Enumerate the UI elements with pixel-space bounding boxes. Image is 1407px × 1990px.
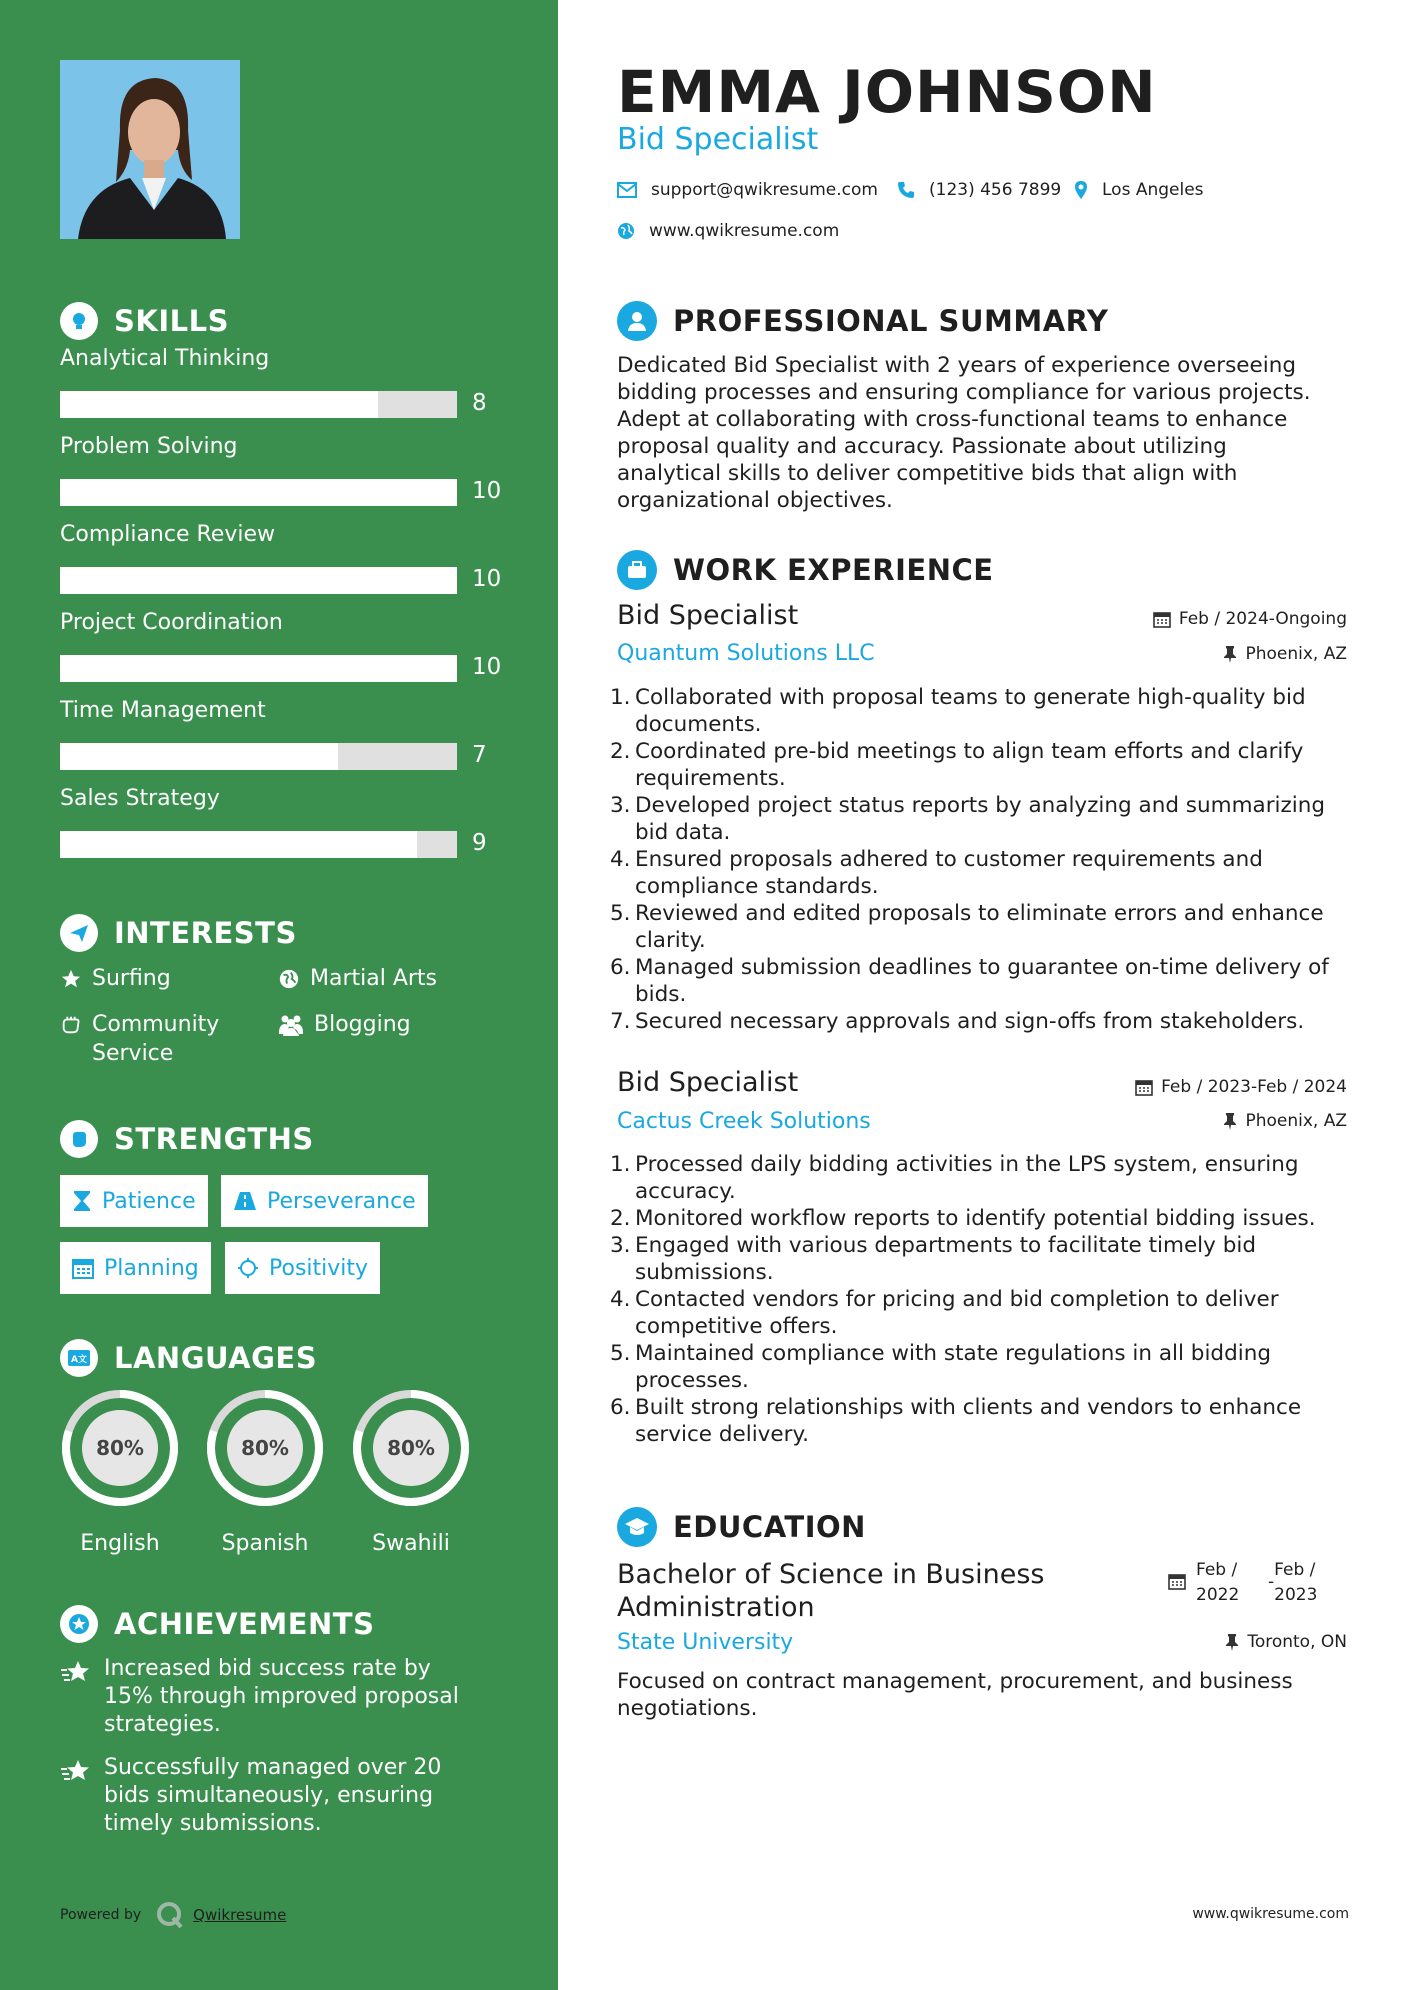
graduation-cap-icon [617, 1507, 657, 1547]
job-title: Bid Specialist [617, 1067, 799, 1098]
strength-label: Positivity [269, 1255, 369, 1281]
skill-value: 9 [472, 830, 487, 856]
location-text: Los Angeles [1102, 180, 1204, 200]
job-bullet [610, 846, 1340, 900]
interest-community-service [60, 1010, 250, 1068]
phone-text: (123) 456 7899 [929, 180, 1062, 200]
bullet-number: 2. [610, 1206, 631, 1231]
bullet-number: 1. [610, 685, 631, 710]
achievement-item [60, 1655, 480, 1739]
fist-icon [60, 1120, 98, 1158]
skill-name: Time Management [60, 698, 266, 723]
skill-name: Problem Solving [60, 434, 238, 459]
lightbulb-icon [60, 302, 98, 340]
interests-heading [60, 914, 297, 952]
job-bullet [610, 954, 1340, 1008]
language-name: Spanish [221, 1531, 309, 1556]
skill-bar [60, 655, 457, 682]
interest-label: Blogging [314, 1012, 411, 1037]
education-degree: Bachelor of Science in Business Administration [617, 1559, 1045, 1623]
interest-surfing [60, 964, 171, 993]
map-pin-icon [1074, 180, 1088, 200]
job-bullet-list [610, 1151, 1340, 1448]
phone-icon [897, 181, 915, 199]
interest-martial-arts [278, 964, 437, 993]
skill-value: 7 [472, 742, 487, 768]
education-school: State University [617, 1630, 794, 1655]
translate-icon [60, 1339, 98, 1377]
job-dates-text: Feb / 2023-Feb / 2024 [1161, 1077, 1347, 1097]
qwikresume-link[interactable]: Qwikresume [193, 1906, 287, 1924]
skill-bar [60, 743, 457, 770]
powered-by [60, 1900, 286, 1930]
language-ring [204, 1387, 326, 1509]
skill-name: Analytical Thinking [60, 346, 270, 371]
education-end: Feb / 2023 [1274, 1560, 1318, 1605]
skill-name: Project Coordination [60, 610, 283, 635]
job-company: Cactus Creek Solutions [617, 1109, 871, 1134]
powered-by-label: Powered by [60, 1907, 142, 1923]
education-description: Focused on contract management, procurement, and business negotiations. [617, 1669, 1293, 1721]
calendar-icon [72, 1257, 94, 1279]
bullet-number: 3. [610, 793, 631, 818]
bullet-number: 5. [610, 901, 631, 926]
education-dates [1168, 1558, 1324, 1608]
interest-label: Community Service [92, 1012, 220, 1066]
bullet-text: Monitored workflow reports to identify potential bidding issues. [635, 1206, 1316, 1231]
achievement-text: Successfully managed over 20 bids simultaneously, ensuring timely submissions. [104, 1755, 442, 1836]
candidate-name: EMMA JOHNSON [617, 58, 1157, 126]
job-bullet [610, 738, 1340, 792]
calendar-icon [1135, 1078, 1153, 1096]
bullet-text: Reviewed and edited proposals to eliminate errors and enhance clarity. [635, 901, 1324, 953]
globe-icon [278, 968, 300, 990]
education-location-text: Toronto, ON [1247, 1632, 1347, 1652]
summary-heading [617, 301, 1108, 341]
bullet-number: 6. [610, 1395, 631, 1420]
briefcase-icon [617, 550, 657, 590]
education-title: EDUCATION [673, 1510, 866, 1544]
skill-bar-fill [60, 567, 457, 594]
education-location [1225, 1632, 1347, 1652]
language-item [350, 1387, 472, 1556]
language-item [204, 1387, 326, 1556]
contact-website[interactable] [617, 221, 839, 241]
strength-positivity [225, 1242, 380, 1294]
medal-icon [60, 1605, 98, 1643]
users-icon [278, 1014, 304, 1036]
job-title: Bid Specialist [617, 600, 799, 631]
skill-bar [60, 391, 457, 418]
pin-icon [1223, 645, 1237, 663]
interest-blogging [278, 1010, 411, 1039]
bullet-text: Contacted vendors for pricing and bid completion to deliver competitive offers. [635, 1287, 1279, 1339]
candidate-role: Bid Specialist [617, 122, 819, 157]
language-ring [350, 1387, 472, 1509]
bullet-text: Maintained compliance with state regulations in all bidding processes. [635, 1341, 1271, 1393]
languages-heading [60, 1339, 317, 1377]
road-icon [233, 1191, 257, 1211]
job-dates [1135, 1077, 1347, 1097]
language-name: Swahili [372, 1531, 450, 1556]
job-location-text: Phoenix, AZ [1245, 644, 1347, 664]
calendar-icon [1153, 610, 1171, 628]
interest-label: Surfing [92, 966, 171, 991]
job-location [1223, 644, 1347, 664]
calendar-icon [1168, 1572, 1186, 1590]
job-bullet [610, 1340, 1340, 1394]
skill-value: 10 [472, 566, 502, 592]
skill-bar [60, 479, 457, 506]
job-bullet [610, 900, 1340, 954]
experience-title: WORK EXPERIENCE [673, 553, 994, 587]
language-percent: 80% [96, 1436, 144, 1460]
skill-value: 8 [472, 390, 487, 416]
strength-label: Planning [104, 1255, 199, 1281]
shooting-star-icon [60, 1659, 92, 1685]
language-percent: 80% [387, 1436, 435, 1460]
contact-location [1074, 180, 1204, 200]
job-bullet [610, 1008, 1340, 1035]
website-text: www.qwikresume.com [649, 221, 840, 241]
strength-label: Patience [102, 1188, 196, 1214]
qwikresume-logo-icon [155, 1900, 185, 1930]
skill-value: 10 [472, 478, 502, 504]
pin-icon [1223, 1112, 1237, 1130]
contact-email[interactable] [617, 180, 878, 200]
interests-title: INTERESTS [114, 916, 297, 950]
strength-patience [60, 1175, 208, 1227]
bullet-number: 4. [610, 1287, 631, 1312]
summary-title: PROFESSIONAL SUMMARY [673, 304, 1109, 338]
pin-icon [1225, 1633, 1239, 1651]
languages-title: LANGUAGES [114, 1341, 318, 1375]
globe-icon [617, 222, 635, 240]
bullet-text: Processed daily bidding activities in the LPS system, ensuring accuracy. [635, 1152, 1299, 1204]
achievements-heading [60, 1605, 374, 1643]
bullet-number: 2. [610, 739, 631, 764]
education-date-separator: - [1268, 1572, 1275, 1592]
skill-bar-fill [60, 831, 417, 858]
job-bullet [610, 1394, 1340, 1448]
sun-icon [237, 1257, 259, 1279]
achievement-item [60, 1754, 480, 1838]
skill-bar [60, 831, 457, 858]
education-heading [617, 1507, 866, 1547]
job-company: Quantum Solutions LLC [617, 641, 875, 666]
language-item [59, 1387, 181, 1556]
skill-name: Compliance Review [60, 522, 275, 547]
email-text: support@qwikresume.com [651, 180, 878, 200]
job-location-text: Phoenix, AZ [1245, 1111, 1347, 1131]
bullet-text: Built strong relationships with clients and vendors to enhance service delivery. [635, 1395, 1302, 1447]
strengths-title: STRENGTHS [114, 1122, 314, 1156]
bullet-text: Coordinated pre-bid meetings to align team efforts and clarify requirements. [635, 739, 1304, 791]
education-start: Feb / 2022 [1196, 1560, 1240, 1605]
sidebar [0, 0, 558, 1990]
job-bullet [610, 1286, 1340, 1340]
job-bullet [610, 1205, 1340, 1232]
skill-bar-fill [60, 655, 457, 682]
envelope-icon [617, 182, 637, 198]
bullet-number: 3. [610, 1233, 631, 1258]
job-bullet [610, 684, 1340, 738]
shooting-star-icon [60, 1758, 92, 1784]
skill-value: 10 [472, 654, 502, 680]
job-location [1223, 1111, 1347, 1131]
job-dates [1153, 609, 1347, 629]
skill-bar [60, 567, 457, 594]
strength-planning [60, 1242, 211, 1294]
language-name: English [80, 1531, 160, 1556]
skill-name: Sales Strategy [60, 786, 220, 811]
svg-text:A文: A文 [71, 1355, 87, 1365]
bullet-text: Collaborated with proposal teams to generate high-quality bid documents. [635, 685, 1306, 737]
job-bullet [610, 792, 1340, 846]
bullet-text: Secured necessary approvals and sign-offs from stakeholders. [635, 1009, 1305, 1034]
skills-heading [60, 302, 229, 340]
strength-label: Perseverance [267, 1188, 416, 1214]
skill-bar-fill [60, 743, 338, 770]
job-bullet [610, 1232, 1340, 1286]
bullet-text: Managed submission deadlines to guarantee on-time delivery of bids. [635, 955, 1329, 1007]
bullet-number: 6. [610, 955, 631, 980]
summary-text: Dedicated Bid Specialist with 2 years of experience overseeing bidding processes and ensuring compliance for various projects. Adept at collaborating with cross-functional teams to enhance proposal quality and accuracy. Passionate about utilizing analytical skills to deliver competitive bids that align with organizational objectives. [617, 353, 1311, 513]
language-ring [59, 1387, 181, 1509]
bullet-number: 5. [610, 1341, 631, 1366]
hourglass-icon [72, 1190, 92, 1212]
skill-bar-fill [60, 391, 378, 418]
experience-heading [617, 550, 994, 590]
job-dates-text: Feb / 2024-Ongoing [1178, 609, 1347, 629]
hand-icon [60, 1014, 82, 1036]
interest-label: Martial Arts [310, 966, 438, 991]
bullet-number: 1. [610, 1152, 631, 1177]
achievement-text: Increased bid success rate by 15% through improved proposal strategies. [104, 1656, 459, 1737]
contact-phone[interactable] [897, 180, 1061, 200]
job-bullet-list [610, 684, 1340, 1035]
achievements-title: ACHIEVEMENTS [114, 1607, 375, 1641]
bullet-number: 7. [610, 1009, 631, 1034]
skill-bar-fill [60, 479, 457, 506]
bullet-text: Engaged with various departments to facilitate timely bid submissions. [635, 1233, 1256, 1285]
job-bullet [610, 1151, 1340, 1205]
star-icon [60, 968, 82, 990]
bullet-text: Ensured proposals adhered to customer requirements and compliance standards. [635, 847, 1263, 899]
paper-plane-icon [60, 914, 98, 952]
profile-photo [60, 60, 240, 239]
strengths-heading [60, 1120, 314, 1158]
bullet-text: Developed project status reports by analyzing and summarizing bid data. [635, 793, 1326, 845]
language-percent: 80% [241, 1436, 289, 1460]
skills-title: SKILLS [114, 304, 229, 338]
user-icon [617, 301, 657, 341]
bullet-number: 4. [610, 847, 631, 872]
footer-website[interactable]: www.qwikresume.com [1192, 1906, 1349, 1922]
strength-perseverance [221, 1175, 428, 1227]
